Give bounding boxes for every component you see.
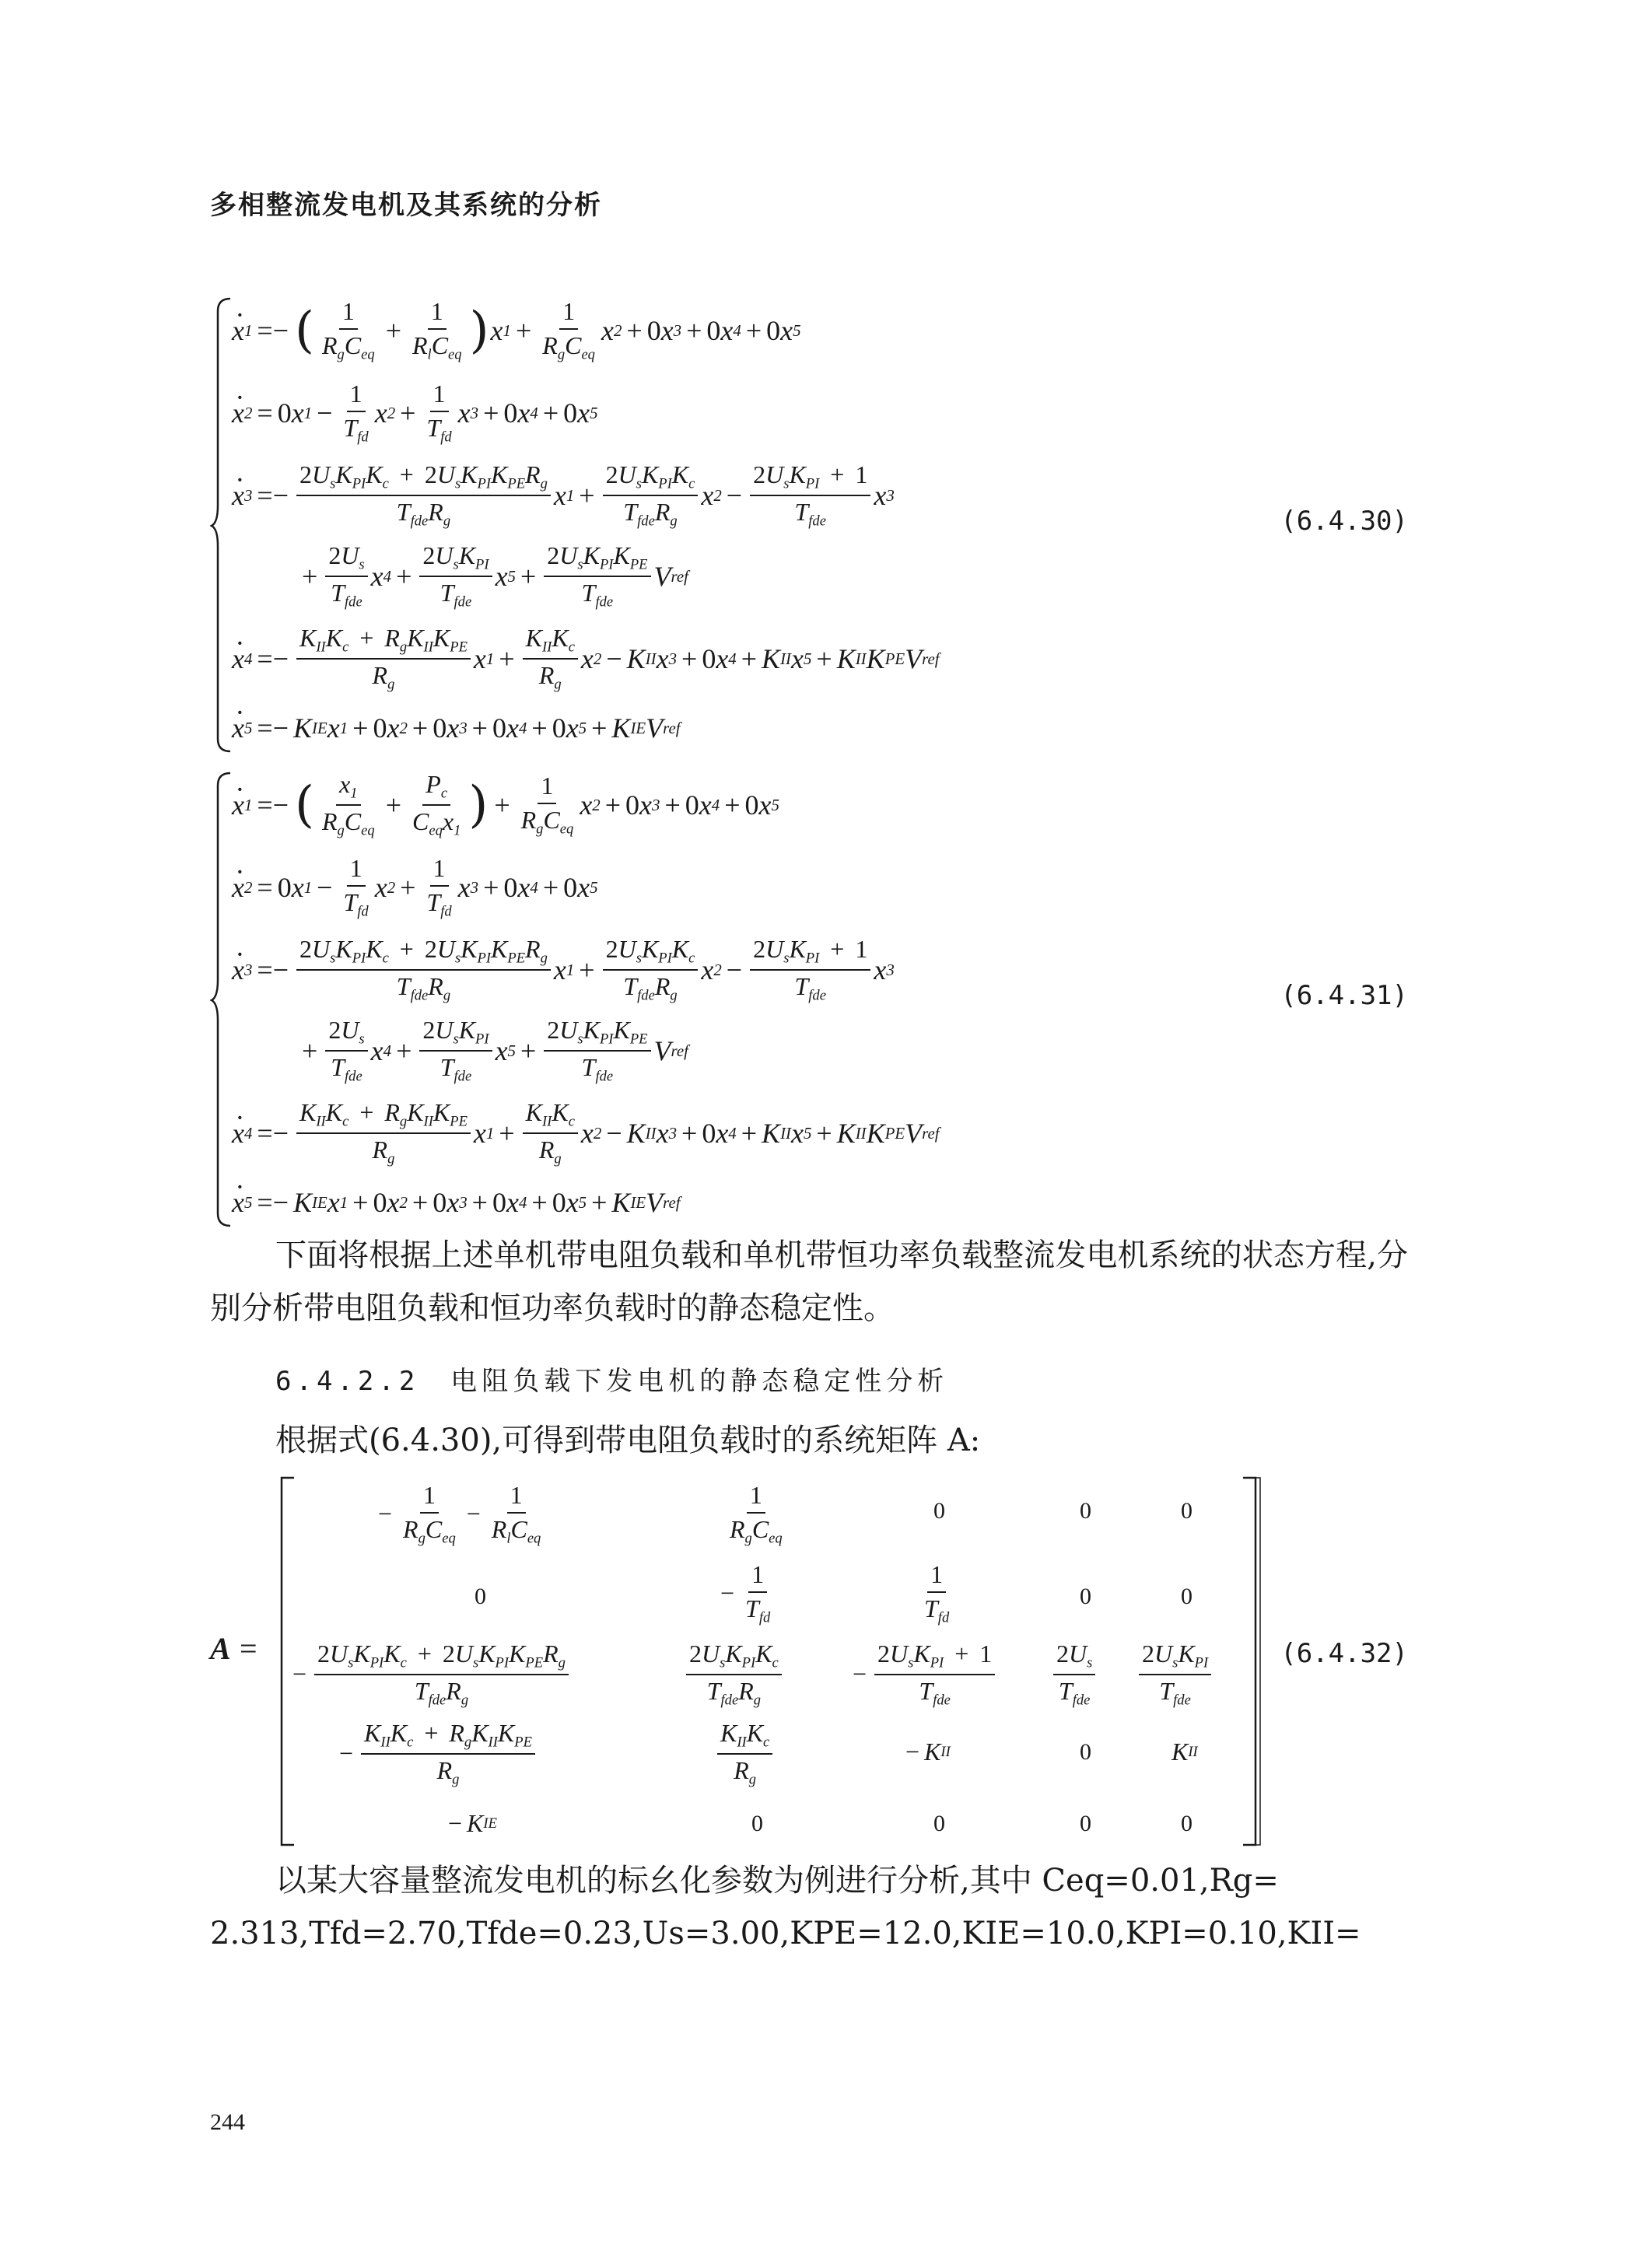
equation-line: · x 1 =− ( $\frac{1}{R_gC_{eq}}$ + $\frac{1}{R_lC_{eq}}$ ) x 1 + $\frac{1}{R_gC_{eq}}$ x 2 + 0 x 3 + 0 x 4 + 0 x 5: [232, 296, 801, 366]
matrix-cell: 0: [1080, 1811, 1091, 1836]
equation-line: · x 4 =− $\frac{K_{II}K_c + R_gK_{II}K_{PE}}{R_g}$ x 1 + $\frac{K_{II}K_c}{R_g}$ x 2 − K II x 3 + 0 x 4 + K II x 5 + K II K PE V ref: [232, 624, 940, 694]
matrix-cell: − $\frac{K_{II}K_c + R_gK_{II}K_{PE}}{R_g}$: [334, 1720, 538, 1787]
equation-line: + $\frac{2U_s}{T_{fde}}$ x 4 + $\frac{2U_sK_{PI}}{T_{fde}}$ x 5 + $\frac{2U_sK_{PI}K_{PE}}{T_{fde}}$ V ref: [302, 1016, 688, 1085]
matrix-cell: K II: [1171, 1738, 1198, 1766]
matrix-cell: 0: [1181, 1498, 1192, 1524]
matrix-cell: 0: [1181, 1811, 1192, 1836]
equation-line: · x 5 =− K IE x 1 + 0 x 2 + 0 x 3 + 0 x 4 + 0 x 5 + K IE V ref: [232, 1179, 681, 1226]
equation-line: · x 2 = 0 x 1 − $\frac{1}{T_{fd}}$ x 2 + $\frac{1}{T_{fd}}$ x 3 + 0 x 4 + 0 x 5: [232, 852, 598, 922]
matrix-cell: $\frac{1}{R_gC_{eq}}$: [730, 1481, 783, 1547]
equals-sign: =: [240, 1631, 257, 1666]
matrix-cell: − $\frac{2U_sK_{PI}K_c + 2U_sK_{PI}K_{PE}R_g}{T_{fde}R_g}$: [288, 1641, 572, 1708]
left-brace-icon: [210, 770, 233, 1229]
matrix-cell: 0: [1080, 1739, 1091, 1765]
equation-line: · x 3 =− $\frac{2U_sK_{PI}K_c + 2U_sK_{PI}K_{PE}R_g}{T_{fde}R_g}$ x 1 + $\frac{2U_sK_{PI}K_c}{T_{fde}R_g}$ x 2 − $\frac{2U_sK_{PI} + 1}{T_{fde}}$ x 3: [232, 935, 895, 1005]
paragraph-stability-intro: 下面将根据上述单机带电阻负载和单机带恒功率负载整流发电机系统的状态方程,分别分析带电阻负载和恒功率负载时的静态稳定性。: [210, 1237, 1408, 1326]
matrix-cell: 0: [933, 1498, 945, 1524]
matrix-cell: − $\frac{1}{T_{fd}}$: [720, 1560, 771, 1626]
equation-line: · x 5 =− K IE x 1 + 0 x 2 + 0 x 3 + 0 x 4 + 0 x 5 + K IE V ref: [232, 705, 681, 751]
matrix-label: A: [210, 1631, 231, 1666]
paragraph-parameters-line-1: 以某大容量整流发电机的标幺化参数为例进行分析,其中 Ceq=0.01,Rg=: [275, 1863, 1279, 1899]
equation-system-6-4-30: [210, 296, 1408, 754]
matrix-cell: 0: [751, 1811, 763, 1836]
left-brace-icon: [210, 296, 233, 754]
equation-number: (6.4.30): [1280, 506, 1408, 537]
running-head: 多相整流发电机及其系统的分析: [210, 190, 602, 221]
equation-number: (6.4.32): [1280, 1638, 1408, 1669]
matrix-cell: $\frac{2U_sK_{PI}}{T_{fde}}$: [1136, 1641, 1214, 1708]
equation-line: · x 4 =− $\frac{K_{II}K_c + R_gK_{II}K_{PE}}{R_g}$ x 1 + $\frac{K_{II}K_c}{R_g}$ x 2 − K II x 3 + 0 x 4 + K II x 5 + K II K PE V ref: [232, 1098, 940, 1168]
matrix-cell: 0: [933, 1811, 945, 1836]
matrix-cell: $\frac{2U_sK_{PI}K_c}{T_{fde}R_g}$: [683, 1641, 785, 1708]
matrix-cell: 0: [1181, 1584, 1192, 1609]
equation-line: · x 3 =− $\frac{2U_sK_{PI}K_c + 2U_sK_{PI}K_{PE}R_g}{T_{fde}R_g}$ x 1 + $\frac{2U_sK_{PI}K_c}{T_{fde}R_g}$ x 2 − $\frac{2U_sK_{PI} + 1}{T_{fde}}$ x 3: [232, 460, 895, 530]
equation-line: · x 2 = 0 x 1 − $\frac{1}{T_{fd}}$ x 2 + $\frac{1}{T_{fd}}$ x 3 + 0 x 4 + 0 x 5: [232, 378, 598, 448]
matrix-cell: − K IE: [448, 1809, 497, 1837]
matrix-cell: $\frac{2U_s}{T_{fde}}$: [1050, 1641, 1098, 1708]
matrix-cell: 0: [475, 1584, 486, 1609]
paragraph-parameters-line-2: 2.313,Tfd=2.70,Tfde=0.23,Us=3.00,KPE=12.0,KIE=10.0,KPI=0.10,KII=: [210, 1916, 1361, 1951]
right-bracket-icon: [1240, 1475, 1263, 1848]
matrix-cell: − K II: [905, 1738, 951, 1766]
matrix-cell: − $\frac{2U_sK_{PI} + 1}{T_{fde}}$: [848, 1641, 998, 1708]
equation-line: · x 1 =− ( $\frac{x_1}{R_gC_{eq}}$ + $\frac{P_c}{C_{eq}x_1}$ ) + $\frac{1}{R_gC_{eq}}$ x 2 + 0 x 3 + 0 x 4 + 0 x 5: [232, 770, 779, 840]
matrix-cell: 0: [1080, 1584, 1091, 1609]
matrix-equation-6-4-32: [210, 1475, 1408, 1848]
matrix-cell: $\frac{K_{II}K_c}{R_g}$: [714, 1720, 776, 1787]
equation-number: (6.4.31): [1280, 980, 1408, 1011]
subsection-heading: 6.4.2.2 电阻负载下发电机的静态稳定性分析: [275, 1366, 949, 1397]
paragraph-matrix-intro: 根据式(6.4.30),可得到带电阻负载时的系统矩阵 A:: [275, 1423, 981, 1458]
equation-line: + $\frac{2U_s}{T_{fde}}$ x 4 + $\frac{2U_sK_{PI}}{T_{fde}}$ x 5 + $\frac{2U_sK_{PI}K_{PE}}{T_{fde}}$ V ref: [302, 541, 688, 611]
matrix-cell: − $\frac{1}{R_gC_{eq}}$ − $\frac{1}{R_lC_{eq}}$: [378, 1481, 541, 1547]
matrix-cell: 0: [1080, 1498, 1091, 1524]
equation-system-6-4-31: [210, 770, 1408, 1229]
page-number: 244: [210, 2109, 245, 2135]
matrix-cell: $\frac{1}{T_{fd}}$: [924, 1560, 950, 1626]
